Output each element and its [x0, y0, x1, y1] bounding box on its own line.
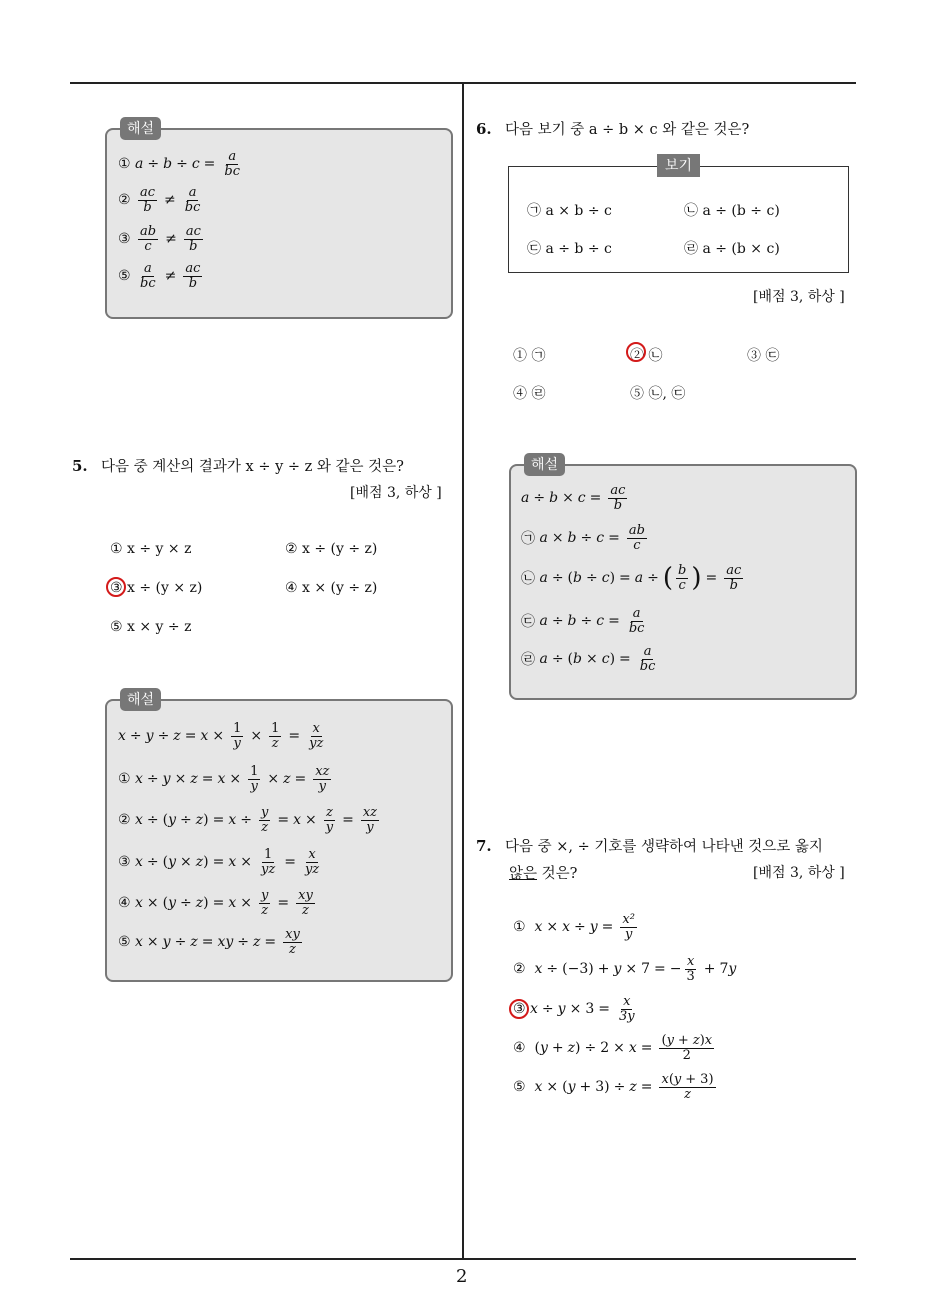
q6-answer-mark: [626, 342, 646, 362]
solution-q6-line-2: ㉡ a ÷ ( b ÷ c ) = a ÷ ( $\frac{b}{c}$ ) = $\frac{ac}{b}$: [521, 563, 742, 594]
q6-choice-5[interactable]: ⑤ ㉡, ㉢: [630, 386, 686, 402]
question-7-meta: [배점 3, 하상 ]: [753, 865, 845, 881]
column-divider: [462, 83, 464, 1259]
solution-q6-line-3: ㉢ a ÷ b ÷ c = $\frac{a}{bc}$: [521, 606, 645, 636]
solution-q5-line-0: x ÷ y ÷ z = x × $\frac{1}{y}$ × $\frac{1}{z}$ = $\frac{x}{yz}$: [118, 721, 324, 751]
q5-choice-2[interactable]: ② x ÷ (y ÷ z): [285, 541, 378, 557]
q6-choice-1[interactable]: ① ㉠: [513, 348, 546, 364]
solution-q5-line-1: ① x ÷ y × z = x × $\frac{1}{y}$ × z = $\frac{xz}{y}$: [118, 764, 330, 794]
question-6-text: 다음 보기 중 a ÷ b × c 와 같은 것은?: [505, 122, 750, 138]
page-number: 2: [456, 1266, 468, 1287]
q5-choice-4[interactable]: ④ x × (y ÷ z): [285, 580, 378, 596]
q7-answer-mark: [509, 999, 529, 1019]
bottom-rule: [70, 1258, 856, 1260]
q7-choice-3[interactable]: ③ x ÷ y × 3 = $\frac{x}{3y}$: [513, 994, 635, 1024]
q5-choice-3[interactable]: ③ x ÷ (y × z): [110, 580, 203, 596]
question-7-number: 7.: [476, 837, 492, 855]
question-7: [476, 835, 823, 856]
q7-choice-5[interactable]: ⑤ x × ( y + 3 ) ÷ z = $\frac{x(y + 3)}{z}$: [513, 1072, 714, 1102]
question-6-number: 6.: [476, 120, 492, 138]
bogi-item-1: ㉠ a × b ÷ c: [527, 203, 612, 219]
question-7-underlined: 않은: [509, 866, 538, 882]
solution-q4-line-2: ② $\frac{ac}{b}$ ≠ $\frac{a}{bc}$: [118, 185, 201, 215]
solution-q4-line-1: ① a ÷ b ÷ c = $\frac{a}{bc}$: [118, 149, 240, 179]
q6-choice-2[interactable]: ② ㉡: [630, 348, 663, 364]
solution-q4-line-4: ⑤ $\frac{a}{bc}$ ≠ $\frac{ac}{b}$: [118, 261, 201, 291]
bogi-item-2: ㉡ a ÷ (b ÷ c): [684, 203, 780, 219]
question-5-text: 다음 중 계산의 결과가 x ÷ y ÷ z 와 같은 것은?: [101, 459, 404, 475]
solution-q5-line-5: ⑤ x × y ÷ z = xy ÷ z = $\frac{xy}{z}$: [118, 927, 300, 957]
solution-q5-line-2: ② x ÷ ( y ÷ z ) = x ÷ $\frac{y}{z}$ = x × $\frac{z}{y}$ = $\frac{xz}{y}$: [118, 805, 378, 835]
q6-choice-4[interactable]: ④ ㉣: [513, 386, 546, 402]
q6-choice-3[interactable]: ③ ㉢: [747, 348, 780, 364]
solution-q6-line-1: ㉠ a × b ÷ c = $\frac{ab}{c}$: [521, 523, 645, 553]
question-5-meta: [배점 3, 하상 ]: [350, 485, 442, 501]
question-7-text-line-2: 않은 것은?: [509, 866, 578, 882]
solution-label: 해설: [120, 117, 161, 140]
q7-choice-4[interactable]: ④ ( y + z ) ÷ 2 × x = $\frac{(y + z)x}{2}$: [513, 1033, 713, 1063]
bogi-item-3: ㉢ a ÷ b ÷ c: [527, 241, 612, 257]
bogi-item-4: ㉣ a ÷ (b × c): [684, 241, 780, 257]
q7-choice-1[interactable]: ① x × x ÷ y = $\frac{\text{x²}}{y}$: [513, 912, 635, 942]
question-7-text-line-1: 다음 중 ×, ÷ 기호를 생략하여 나타낸 것으로 옳지: [505, 839, 823, 855]
bogi-label: 보기: [657, 154, 700, 177]
q7-choice-2[interactable]: ② x ÷ ( − 3 ) + y × 7 = − $\frac{x}{3}$ + 7 y: [513, 954, 737, 984]
question-6: [476, 118, 749, 139]
solution-q4-line-3: ③ $\frac{ab}{c}$ ≠ $\frac{ac}{b}$: [118, 224, 201, 254]
solution-label: 해설: [120, 688, 161, 711]
solution-q5-line-4: ④ x × ( y ÷ z ) = x × $\frac{y}{z}$ = $\frac{xy}{z}$: [118, 888, 313, 918]
q5-choice-5[interactable]: ⑤ x × y ÷ z: [110, 619, 192, 635]
solution-label: 해설: [524, 453, 565, 476]
solution-q6-line-4: ㉣ a ÷ ( b × c ) = $\frac{a}{bc}$: [521, 644, 656, 674]
solution-q5-line-3: ③ x ÷ ( y × z ) = x × $\frac{1}{yz}$ = $\frac{x}{yz}$: [118, 847, 320, 877]
question-6-meta: [배점 3, 하상 ]: [753, 289, 845, 305]
question-5: [72, 455, 404, 476]
q5-answer-mark: [106, 577, 126, 597]
solution-q6-line-0: a ÷ b × c = $\frac{ac}{b}$: [521, 483, 626, 513]
q5-choice-1[interactable]: ① x ÷ y × z: [110, 541, 192, 557]
question-5-number: 5.: [72, 457, 88, 475]
